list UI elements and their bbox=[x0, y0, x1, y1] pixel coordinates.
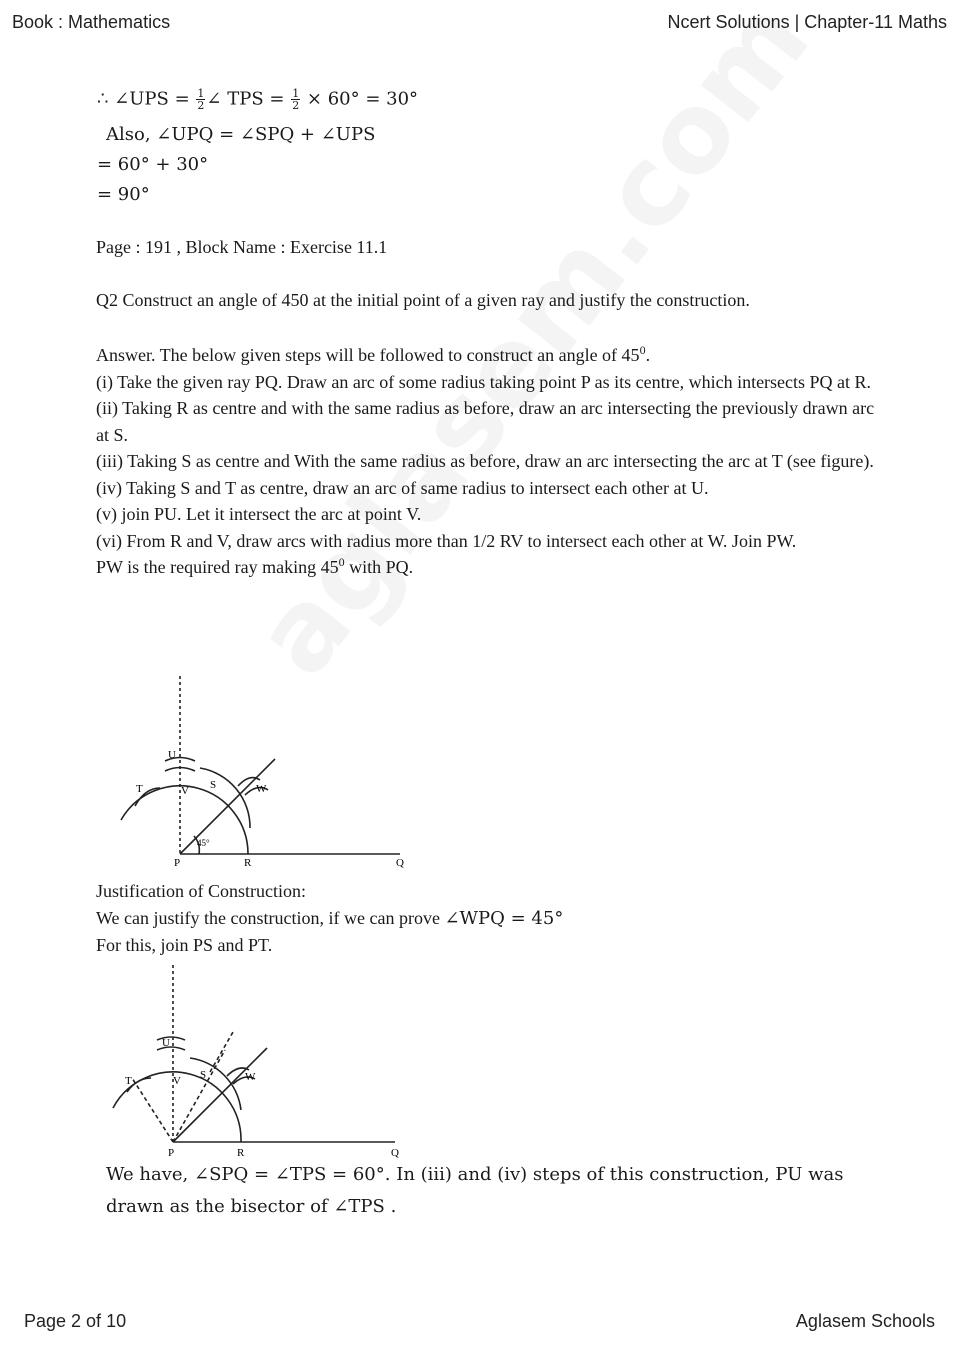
construction-figure-2 bbox=[105, 960, 405, 1160]
footer-page-number: Page 2 of 10 bbox=[24, 1311, 127, 1331]
label-s: S bbox=[200, 1069, 207, 1081]
step-item: (vi) From R and V, draw arcs with radius more than 1/2 RV to intersect each other at W. Join PW. bbox=[96, 530, 797, 551]
label-angle-45: 45° bbox=[197, 838, 210, 848]
math-line-result: = 90° bbox=[97, 184, 150, 205]
label-v: V bbox=[173, 1075, 181, 1087]
label-t: T bbox=[136, 783, 143, 795]
step-item: (ii) Taking R as centre and with the same radius as before, draw an arc intersecting the previously drawn arc at S. bbox=[96, 398, 875, 445]
bottom-math-line2: drawn as the bisector of ∠TPS . bbox=[106, 1196, 397, 1217]
answer-intro: Answer. The below given steps will be followed to construct an angle of $45^0$. bbox=[96, 343, 651, 365]
answer-block bbox=[96, 342, 876, 581]
justification-line: We can justify the construction, if we can prove ∠WPQ = 45° bbox=[96, 907, 564, 929]
label-s: S bbox=[210, 779, 217, 791]
label-t: T bbox=[125, 1075, 132, 1087]
header-chapter-title: Ncert Solutions | Chapter-11 Maths bbox=[667, 12, 947, 32]
answer-conclusion: PW is the required ray making $45^0$ with PQ. bbox=[96, 555, 414, 577]
header-book-title: Book : Mathematics bbox=[12, 12, 171, 32]
label-u: U bbox=[168, 749, 176, 761]
justification-title: Justification of Construction: bbox=[96, 881, 306, 901]
label-r: R bbox=[237, 1147, 245, 1159]
label-p: P bbox=[174, 857, 181, 869]
question-text: Q2 Construct an angle of 450 at the initial point of a given ray and justify the construction. bbox=[96, 290, 750, 310]
step-item: (iv) Taking S and T as centre, draw an arc of same radius to intersect each other at U. bbox=[96, 477, 709, 498]
page-reference: Page : 191 , Block Name : Exercise 11.1 bbox=[96, 237, 388, 257]
step-item: (v) join PU. Let it intersect the arc at point V. bbox=[96, 504, 422, 524]
label-r: R bbox=[244, 857, 252, 869]
step-item: (iii) Taking S as centre and With the same radius as before, draw an arc intersecting the arc at T (see figure). bbox=[96, 451, 874, 471]
label-u: U bbox=[162, 1037, 170, 1049]
label-q: Q bbox=[396, 857, 404, 869]
fraction-half: $\frac{1}{2}$ bbox=[197, 87, 205, 112]
step-item: (i) Take the given ray PQ. Draw an arc of some radius taking point P as its centre, which intersects PQ at R. bbox=[96, 371, 872, 392]
label-w: W bbox=[245, 1071, 256, 1083]
footer-publisher: Aglasem Schools bbox=[795, 1311, 935, 1331]
math-line-sum: = 60° + 30° bbox=[97, 154, 209, 175]
label-v: V bbox=[181, 785, 189, 797]
justification-block bbox=[96, 878, 876, 959]
bottom-math-line1: We have, ∠SPQ = ∠TPS = 60°. In (iii) and (iv) steps of this construction, PU was bbox=[106, 1164, 844, 1185]
math-line-upq: Also, ∠UPQ = ∠SPQ + ∠UPS bbox=[106, 124, 376, 145]
fraction-half: $\frac{1}{2}$ bbox=[292, 87, 300, 112]
math-line-ups: ∴ ∠UPS = $\frac{1}{2}$ ∠ TPS = $\frac{1}{2}$ × 60° = 30° bbox=[97, 87, 419, 112]
label-q: Q bbox=[391, 1147, 399, 1159]
construction-figure-1 bbox=[110, 668, 420, 873]
justification-line: For this, join PS and PT. bbox=[96, 935, 273, 955]
label-w: W bbox=[256, 783, 267, 795]
label-p: P bbox=[168, 1147, 175, 1159]
